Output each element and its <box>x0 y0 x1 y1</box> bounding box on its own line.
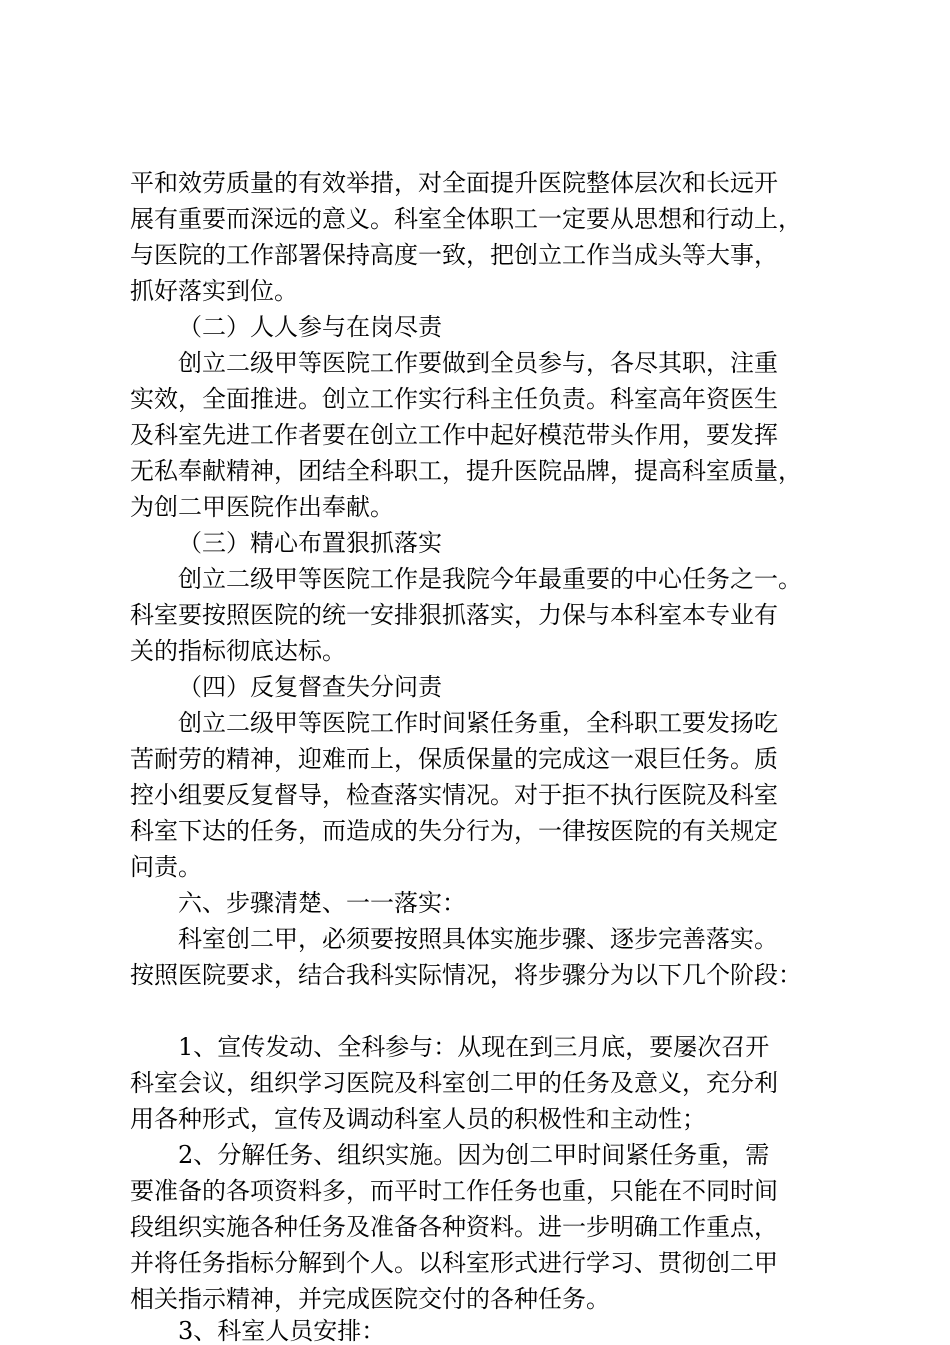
text-line: 创立二级甲等医院工作要做到全员参与，各尽其职，注重 <box>178 349 778 377</box>
list-item-line: 2、分解任务、组织实施。因为创二甲时间紧任务重，需 <box>178 1141 770 1169</box>
section-heading: （四）反复督查失分问责 <box>178 673 442 701</box>
text-line: 及科室先进工作者要在创立工作中起好模范带头作用，要发挥 <box>130 421 778 449</box>
text-line: 为创二甲医院作出奉献。 <box>130 493 394 521</box>
text-line: 要准备的各项资料多，而平时工作任务也重，只能在不同时间 <box>130 1177 778 1205</box>
text-line: 按照医院要求，结合我科实际情况，将步骤分为以下几个阶段： <box>130 961 802 989</box>
text-line: 用各种形式，宣传及调动科室人员的积极性和主动性； <box>130 1105 706 1133</box>
text-line: 与医院的工作部署保持高度一致，把创立工作当成头等大事， <box>130 241 778 269</box>
text-line: 无私奉献精神，团结全科职工，提升医院品牌，提高科室质量， <box>130 457 802 485</box>
text-line: 抓好落实到位。 <box>130 277 298 305</box>
section-heading: （三）精心布置狠抓落实 <box>178 529 442 557</box>
text-line: 展有重要而深远的意义。科室全体职工一定要从思想和行动上， <box>130 205 802 233</box>
text-line: 创立二级甲等医院工作时间紧任务重，全科职工要发扬吃 <box>178 709 778 737</box>
text-line: 并将任务指标分解到个人。以科室形式进行学习、贯彻创二甲 <box>130 1249 778 1277</box>
text-line: 相关指示精神，并完成医院交付的各种任务。 <box>130 1285 610 1313</box>
text-line: 苦耐劳的精神，迎难而上，保质保量的完成这一艰巨任务。质 <box>130 745 778 773</box>
text-line: 创立二级甲等医院工作是我院今年最重要的中心任务之一。 <box>178 565 802 593</box>
text-line: 控小组要反复督导，检查落实情况。对于拒不执行医院及科室 <box>130 781 778 809</box>
text-line: 科室要按照医院的统一安排狠抓落实，力保与本科室本专业有 <box>130 601 778 629</box>
text-line: 科室会议，组织学习医院及科室创二甲的任务及意义，充分利 <box>130 1069 778 1097</box>
list-item-line: 3、科室人员安排： <box>178 1317 386 1345</box>
text-line: 科室创二甲，必须要按照具体实施步骤、逐步完善落实。 <box>178 925 778 953</box>
text-line: 段组织实施各种任务及准备各种资料。进一步明确工作重点， <box>130 1213 778 1241</box>
list-item-line: 1、宣传发动、全科参与：从现在到三月底，要屡次召开 <box>178 1033 770 1061</box>
text-line: 问责。 <box>130 853 202 881</box>
text-line: 实效，全面推进。创立工作实行科主任负责。科室高年资医生 <box>130 385 778 413</box>
section-heading: （二）人人参与在岗尽责 <box>178 313 442 341</box>
text-line: 科室下达的任务，而造成的失分行为，一律按医院的有关规定 <box>130 817 778 845</box>
text-line: 关的指标彻底达标。 <box>130 637 346 665</box>
text-line: 平和效劳质量的有效举措，对全面提升医院整体层次和长远开 <box>130 169 778 197</box>
section-heading: 六、步骤清楚、一一落实： <box>178 889 466 917</box>
